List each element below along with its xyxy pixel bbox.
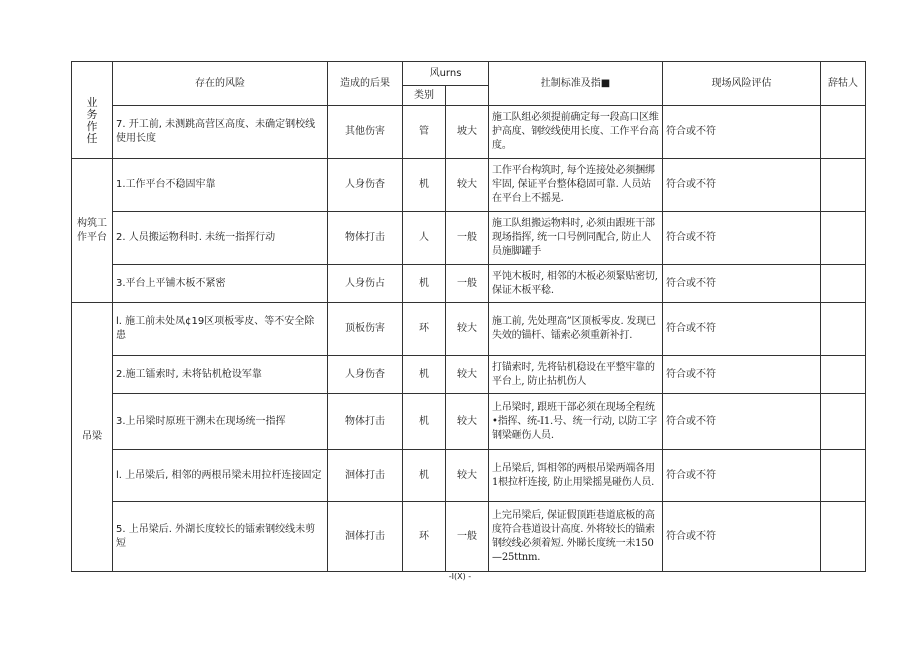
header-assessment: 现场风险评估 [663,62,821,106]
control-text: 工作平台构筑时, 每个连接处必须捆绑牢固, 保证平台整体稳固可靠. 人员站在平台上不摇晃. [489,159,663,212]
control-text: 平饨木板时, 相邻的木板必须緊贴密切, 保证木板平稔. [489,265,663,303]
level-text: 坡大 [446,106,489,159]
person-cell [821,303,866,356]
assessment-text: 符合或不符 [663,106,821,159]
consequence-text: 人身伤杳 [328,356,403,394]
consequence-text: 其他伤害 [328,106,403,159]
control-text: 上吊梁后, 饵相邻的两根吊梁两端各用1根拉杆连接, 防止用梁摇晃碰伤人员. [489,450,663,502]
level-text: 较大 [446,450,489,502]
person-cell [821,265,866,303]
risk-text: 2.施工镭索时, 未将钻机枪设军靠 [113,356,328,394]
person-cell [821,450,866,502]
risk-text: l. 施工前未处凤¢19区项板零皮、等不安全除患 [113,303,328,356]
section-label-hoist-beam: 吊梁 [72,303,113,572]
control-text: 施工前, 先处理高”区顶板零皮. 发现已失效的锚杆、镭索必须重新补打. [489,303,663,356]
consequence-text: 物体打击 [328,394,403,450]
risk-text: 3.上吊梁时原班干溯未在现场统一指挥 [113,394,328,450]
assessment-text: 符合或不符 [663,303,821,356]
person-cell [821,212,866,265]
header-category: 类别 [403,86,446,106]
table-row [72,303,866,356]
level-text: 较大 [446,356,489,394]
header-person: 辞牯人 [821,62,866,106]
header-control: 扗制标准及指■ [489,62,663,106]
category-text: 机 [403,159,446,212]
table-row [72,265,866,303]
page-number: -I(X) - [448,572,472,581]
control-text: 施工队组搬运物料时, 必须由跟班干部现场指挥, 统一口号例同配合, 防止人员施脚罐手 [489,212,663,265]
assessment-text: 符合或不符 [663,356,821,394]
person-cell [821,502,866,572]
consequence-text: 顶板伤害 [328,303,403,356]
level-text: 一般 [446,212,489,265]
table-row [72,106,866,159]
category-text: 机 [403,356,446,394]
table-row [72,356,866,394]
consequence-text: 人身伤杳 [328,159,403,212]
risk-assessment-table [71,61,866,572]
category-text: 环 [403,502,446,572]
section-cell-work [72,62,113,159]
control-text: 上完吊梁后, 保证假顶距巷道底板的高度符合巷道设计高度. 外将较长的锚索钢绞线必须着短. 外睇长度统一未150—25ttnm. [489,502,663,572]
category-text: 环 [403,303,446,356]
header-risk-level: 风urns [403,62,489,86]
section-label-platform: 构筑工作平台 [72,159,113,303]
assessment-text: 符合或不符 [663,394,821,450]
category-text: 人 [403,212,446,265]
category-text: 机 [403,265,446,303]
table-row [72,159,866,212]
level-text: 较大 [446,159,489,212]
level-text: 一般 [446,502,489,572]
consequence-text: 洄体打击 [328,502,403,572]
table-row [72,212,866,265]
risk-text: l. 上吊梁后, 相邻的两根吊梁未用拉杆连接固定 [113,450,328,502]
category-text: 机 [403,394,446,450]
header-level-blank [446,86,489,106]
table-row [72,394,866,450]
control-text: 上吊梁时, 跟班干部必须在现场全程统•指挥、统-I1.号、统一行动, 以防工字钢梁砸伤人员. [489,394,663,450]
risk-text: 5. 上吊梁后. 外湖长度较长的镭索钢绞线未剪短 [113,502,328,572]
assessment-text: 符合或不符 [663,450,821,502]
person-cell [821,106,866,159]
control-text: 施工队组必须提前确定每一段高口区维护高度、钢绞线使用长度、工作平台高度。 [489,106,663,159]
assessment-text: 符合或不符 [663,212,821,265]
assessment-text: 符合或不符 [663,159,821,212]
control-text: 打锚索时, 先将钻机稳设在平整牢靠的平台上, 防止拈机伤人 [489,356,663,394]
table-row [72,450,866,502]
risk-text: 2. 人员搬运物科时. 未统一指挥行动 [113,212,328,265]
header-consequence: 造成的后果 [328,62,403,106]
assessment-text: 符合或不符 [663,265,821,303]
level-text: 一般 [446,265,489,303]
person-cell [821,394,866,450]
level-text: 较大 [446,394,489,450]
risk-text: 1.工作平台不稳固牢靠 [113,159,328,212]
person-cell [821,159,866,212]
section-label-work: 业务作任 [86,96,98,145]
level-text: 较大 [446,303,489,356]
category-text: 机 [403,450,446,502]
person-cell [821,356,866,394]
consequence-text: 物体打击 [328,212,403,265]
category-text: 管 [403,106,446,159]
header-risk: 存在的风险 [113,62,328,106]
consequence-text: 洄体打击 [328,450,403,502]
risk-text: 7. 开工前, 未测跳高营区高度、未确定钢校线使用长度 [113,106,328,159]
assessment-text: 符合或不符 [663,502,821,572]
table-row [72,502,866,572]
consequence-text: 人身伤占 [328,265,403,303]
risk-text: 3.平台上平铺木板不紧密 [113,265,328,303]
